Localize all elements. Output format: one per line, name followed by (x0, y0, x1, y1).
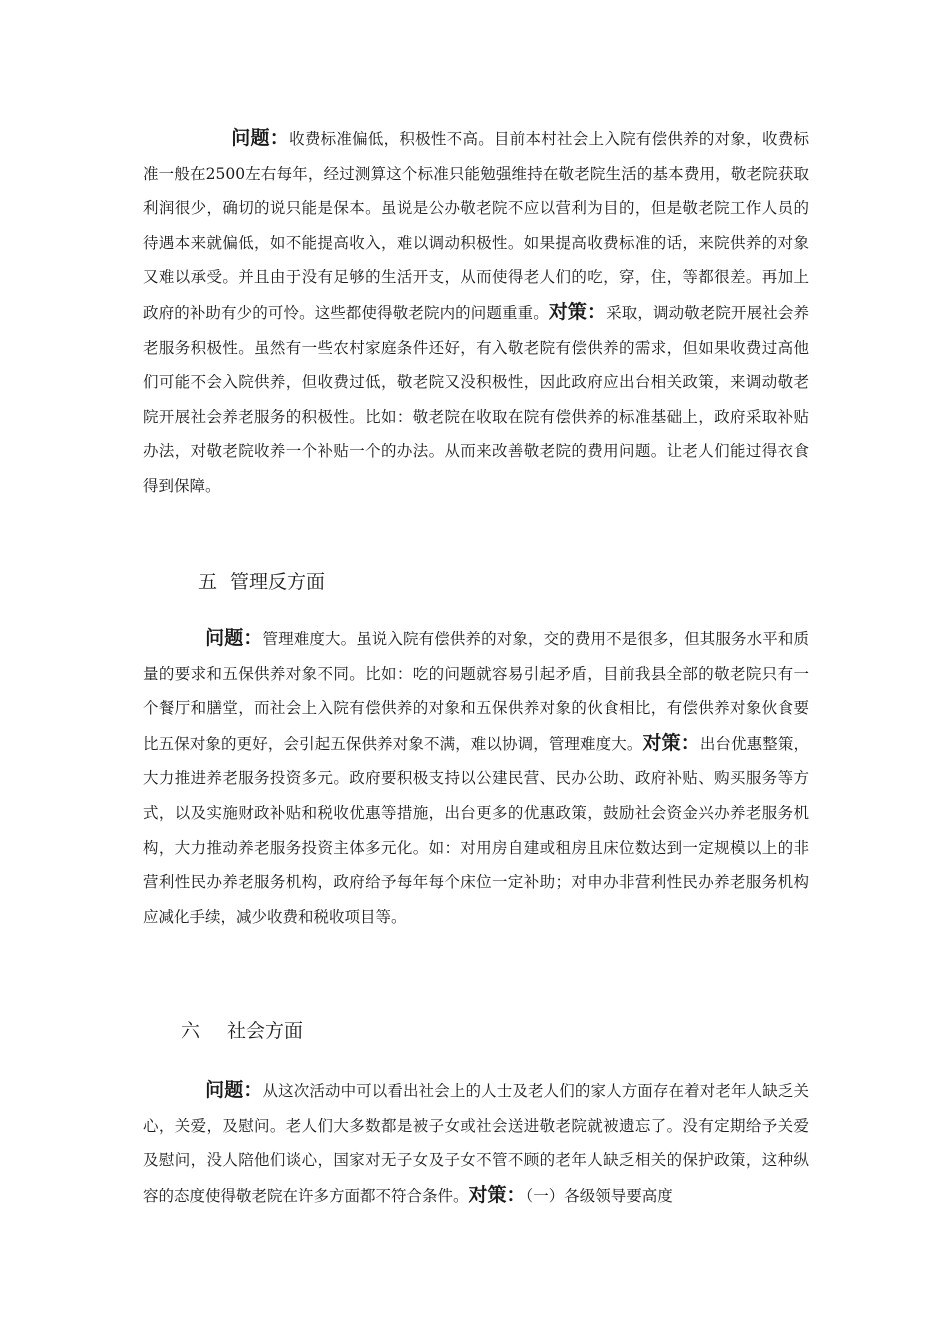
measure-text: 出台优惠整策，大力推进养老服务投资多元。政府要积极支持以公建民营、民办公助、政府补贴、购买服务等方式，以及实施财政补贴和税收优惠等措施，出台更多的优惠政策，鼓励社会资金兴办养老服务机构，大力推动养老服务投资主体多元化。如：对用房自建或租房且床位数达到一定规模以上的非营利性民办养老服务机构，政府给予每年每个床位一定补助；对申办非营利性民办养老服务机构应减化手续，减少收费和税收项目等。 (143, 734, 809, 926)
section5-heading (198, 567, 325, 597)
measure-text: 采取，调动敬老院开展社会养老服务积极性。虽然有一些农村家庭条件还好，有入敬老院有偿供养的需求，但如果收费过高他们可能不会入院供养，但收费过低，敬老院又没积极性，因此政府应出台相关政策，来调动敬老院开展社会养老服务的积极性。比如：敬老院在收取在院有偿供养的标准基础上，政府采取补贴办法，对敬老院收养一个补贴一个的办法。从而来改善敬老院的费用问题。让老人们能过得衣食得到保障。 (143, 303, 809, 495)
problem-text: 管理难度大。虽说入院有偿供养的对象，交的费用不是很多，但其服务水平和质量的要求和五保供养对象不同。比如：吃的问题就容易引起矛盾，目前我县全部的敬老院只有一个餐厅和膳堂，而社会上入院有偿供养的对象和五保供养对象的伙食相比，有偿供养对象伙食要比五保对象的更好，会引起五保供养对象不满，难以协调，管理难度大。 (143, 630, 809, 753)
problem-label: 问题： (205, 627, 263, 649)
section5-paragraph (143, 621, 809, 934)
measure-label: 对策： (642, 731, 700, 754)
problem-label: 问题： (205, 1079, 263, 1101)
section-title: 管理反方面 (230, 571, 326, 593)
section6-heading (181, 1016, 303, 1046)
section-number: 六 (181, 1020, 201, 1042)
measure-label: 对策： (548, 300, 607, 323)
problem-label: 问题： (231, 127, 290, 149)
measure-label: 对策： (468, 1183, 526, 1206)
section6-paragraph (143, 1073, 809, 1213)
section-number: 五 (198, 571, 218, 593)
problem-text: 收费标准偏低，积极性不高。目前本村社会上入院有偿供养的对象，收费标准一般在2500左右每年，经过测算这个标准只能勉强维持在敬老院生活的基本费用，敬老院获取利润很少，确切的说只能是保本。虽说是公办敬老院不应以营利为目的，但是敬老院工作人员的待遇本来就偏低，如不能提高收入，难以调动积极性。如果提高收费标准的话，来院供养的对象又难以承受。并且由于没有足够的生活开支，从而使得老人们的吃，穿，住，等都很差。再加上政府的补助有少的可怜。这些都使得敬老院内的问题重重。 (143, 130, 809, 322)
section-title: 社会方面 (227, 1020, 304, 1042)
problem-text: 从这次活动中可以看出社会上的人士及老人们的家人方面存在着对老年人缺乏关心，关爱，及慰问。老人们大多数都是被子女或社会送进敬老院就被遗忘了。没有定期给予关爱及慰问，没人陪他们谈心，国家对无子女及子女不管不顾的老年人缺乏相关的保护政策，这种纵容的态度使得敬老院在许多方面都不符合条件。 (143, 1082, 809, 1205)
section4-paragraph (143, 121, 809, 504)
measure-text: （一）各级领导要高度 (525, 1186, 673, 1205)
